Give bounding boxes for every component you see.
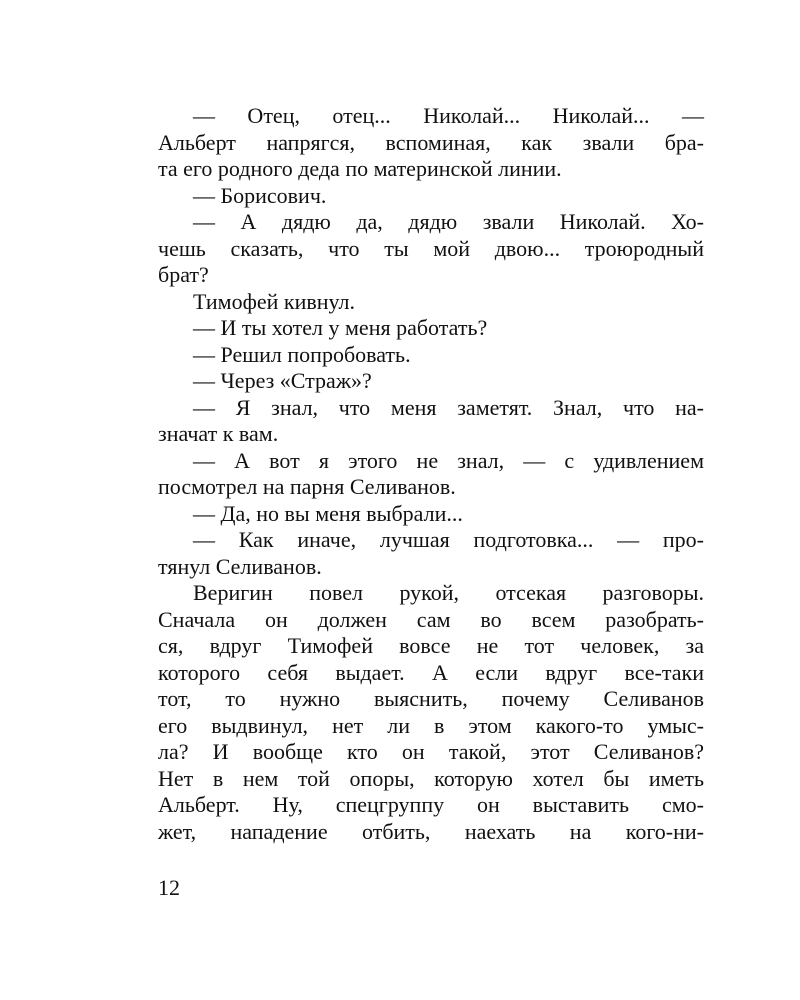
text-line: — Я знал, что меня заметят. Знал, что на- bbox=[193, 394, 704, 420]
text-line: тянул Селиванов. bbox=[158, 553, 322, 579]
text-line: которого себя выдает. А если вдруг все-таки bbox=[158, 659, 704, 685]
text-line: — Да, но вы меня выбрали... bbox=[193, 500, 463, 526]
text-line: — Борисович. bbox=[193, 182, 327, 208]
text-line: жет, нападение отбить, наехать на кого-ни- bbox=[158, 818, 704, 844]
text-line: посмотрел на парня Селиванов. bbox=[158, 474, 456, 499]
text-line: — А дядю да, дядю звали Николай. Хо- bbox=[193, 209, 704, 234]
text-line: тот, то нужно выяснить, почему Селиванов bbox=[158, 686, 704, 711]
text-line: — Как иначе, лучшая подготовка... — про- bbox=[193, 527, 704, 552]
text-line: Сначала он должен сам во всем разобрать- bbox=[158, 606, 704, 632]
text-line: значат к вам. bbox=[158, 421, 279, 446]
text-line: чешь сказать, что ты мой двою... троюродный bbox=[158, 235, 704, 261]
text-line: — А вот я этого не знал, — с удивлением bbox=[193, 447, 704, 473]
text-line: — Решил попробовать. bbox=[193, 341, 411, 367]
text-line: его выдвинул, нет ли в этом какого-то умыс- bbox=[158, 712, 704, 738]
text-line: та его родного деда по материнской линии. bbox=[158, 156, 562, 181]
text-line: Веригин повел рукой, отсекая разговоры. bbox=[193, 580, 704, 605]
text-line: Альберт. Ну, спецгруппу он выставить смо- bbox=[158, 792, 704, 817]
text-line: — И ты хотел у меня работать? bbox=[193, 315, 488, 340]
text-line: Альберт напрягся, вспоминая, как звали бра- bbox=[158, 129, 704, 155]
body-text bbox=[158, 103, 704, 845]
page-number: 12 bbox=[158, 875, 180, 900]
text-line: брат? bbox=[158, 262, 209, 287]
text-line: — Через «Страж»? bbox=[193, 368, 372, 393]
text-line: ся, вдруг Тимофей вовсе не тот человек, за bbox=[158, 633, 704, 658]
text-line: ла? И вообще кто он такой, этот Селиванов? bbox=[158, 739, 704, 764]
text-line: Тимофей кивнул. bbox=[193, 288, 356, 314]
text-line: Нет в нем той опоры, которую хотел бы иметь bbox=[158, 765, 704, 791]
text-line: — Отец, отец... Николай... Николай... — bbox=[193, 103, 704, 128]
